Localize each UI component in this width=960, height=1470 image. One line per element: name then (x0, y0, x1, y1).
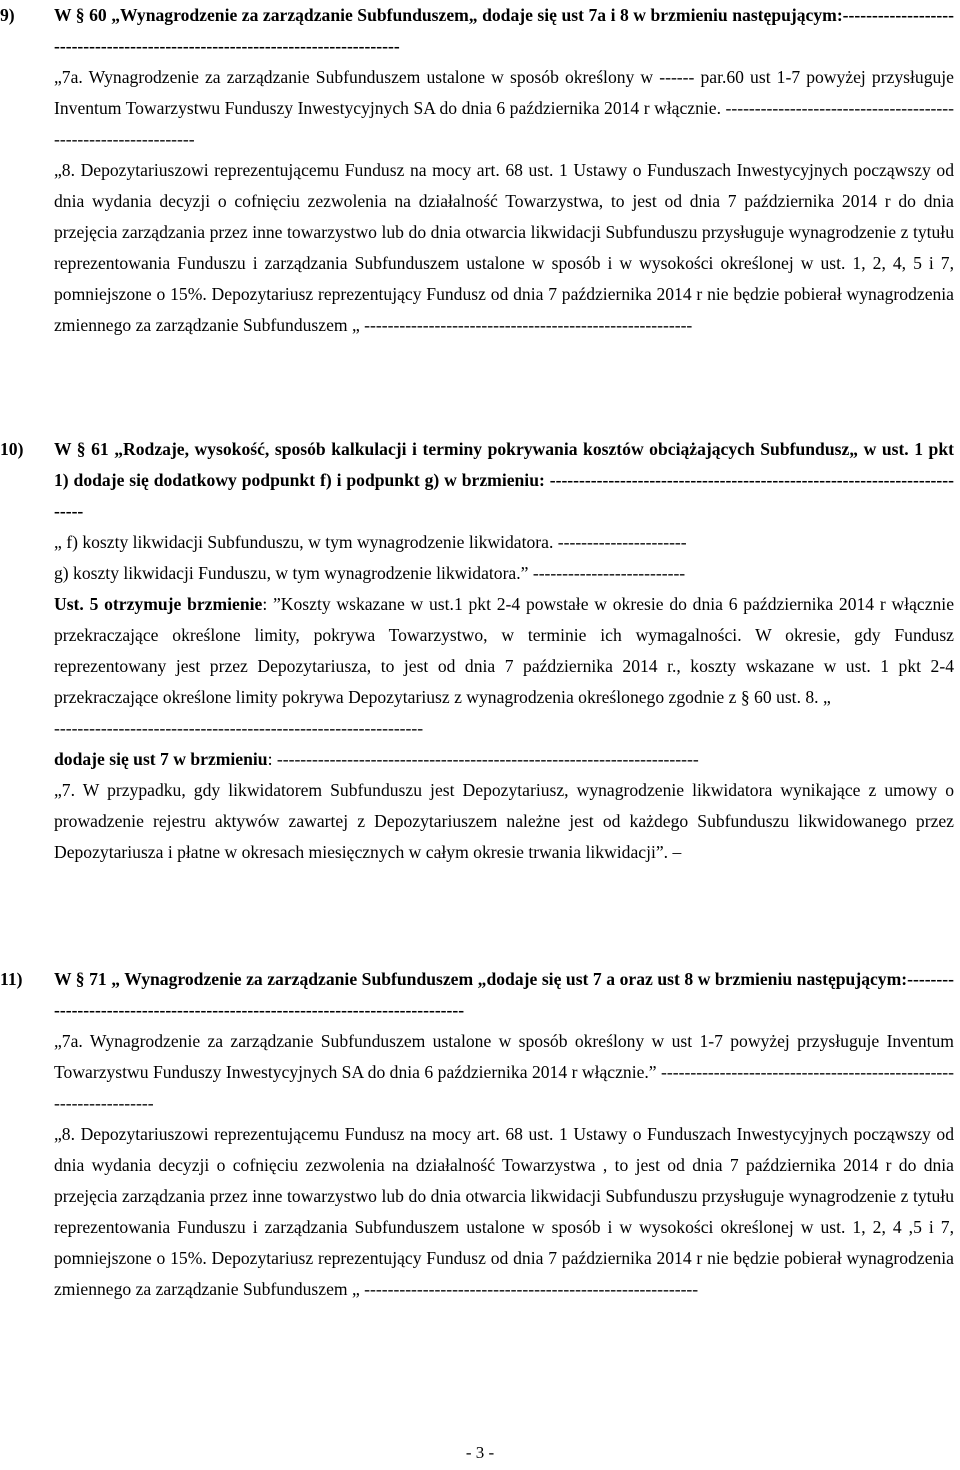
ust-5-text: : ”Koszty wskazane w ust.1 pkt 2-4 powstałe w okresie do dnia 6 października 2014 r włącznie przekraczające określone limity, pokrywa Towarzystwo, w terminie ich wymagalności. W okresie, gdy Fundusz reprezentowany jest przez Depozytariusza, to jest od dnia 7 października 2014 r., koszty wskazane w ust. 1 pkt 2-4 przekraczające określone limity pokrywa Depozytariusz z wynagrodzenia określonego zgodnie z § 60 ust. 8. „ (54, 594, 955, 707)
subpoint-f: „ f) koszty likwidacji Subfunduszu, w tym wynagrodzenie likwidatora. ---------------------- (54, 532, 687, 552)
page-number: - 3 - (465, 1443, 495, 1462)
paragraph-7a: „7a. Wynagrodzenie za zarządzanie Subfunduszem ustalone w sposób określony w ------ par.60 ust 1-7 powyżej przysługuje Inventum Towarzystwu Funduszy Inwestycyjnych SA do dnia 6 października 2014 r włącznie. --------------------------------------------------------------- (54, 67, 954, 149)
section-heading: W § 60 „Wynagrodzenie za zarządzanie Subfunduszem„ dodaje się ust 7a i 8 w brzmieniu następującym:------------------------------------------------------------------------------ (54, 5, 954, 56)
section-number: 9) (0, 5, 15, 25)
ust-5-label: Ust. 5 otrzymuje brzmienie (54, 594, 263, 614)
ust-7-intro (54, 744, 954, 775)
section-number: 10) (0, 439, 24, 459)
section-heading: W § 61 „Rodzaje, wysokość, sposób kalkulacji i terminy pokrywania kosztów obciążających Subfundusz„ w ust. 1 pkt 1) dodaje się dodatkowy podpunkt f) i podpunkt g) w brzmieniu: -------------------------------------------------------------------------- (54, 439, 954, 521)
dash-line: --------------------------------------------------------------- (54, 718, 424, 738)
ust-7-dashes: : ------------------------------------------------------------------------ (267, 749, 699, 769)
ust-5-paragraph (54, 589, 954, 713)
section-number: 11) (0, 969, 23, 989)
paragraph-7a: „7a. Wynagrodzenie za zarządzanie Subfunduszem ustalone w sposób określony w ust 1-7 powyżej przysługuje Inventum Towarzystwu Funduszy Inwestycyjnych SA do dnia 6 października 2014 r włącznie.” ------------------------------------------------------------------- (54, 1031, 954, 1113)
paragraph-7: „7. W przypadku, gdy likwidatorem Subfunduszu jest Depozytariusz, wynagrodzenie likwidatora wynikające z umowy o prowadzenie rejestru aktywów zawartej z Depozytariuszem należne jest od każdego Subfunduszu likwidowanego przez Depozytariusza i płatne w okresach miesięcznych w całym okresie trwania likwidacji”. – (54, 780, 954, 862)
paragraph-8: „8. Depozytariuszowi reprezentującemu Fundusz na mocy art. 68 ust. 1 Ustawy o Funduszach Inwestycyjnych począwszy od dnia wydania decyzji o cofnięciu zezwolenia na działalność Towarzystwa , to jest od dnia 7 października 2014 r do dnia przejęcia zarządzania przez inne towarzystwo lub do dnia otwarcia likwidacji Subfunduszu przysługuje wynagrodzenie z tytułu reprezentowania Funduszu i zarządzania Subfunduszem ustalone w sposób i w wysokości określonej w ust. 1, 2, 4 ,5 i 7, pomniejszone o 15%. Depozytariusz reprezentujący Fundusz od dnia 7 października 2014 r nie będzie pobierał wynagrodzenia zmiennego za zarządzanie Subfunduszem „ --------------------------------------------------------- (54, 1124, 954, 1299)
section-heading: W § 71 „ Wynagrodzenie za zarządzanie Subfunduszem „dodaje się ust 7 a oraz ust 8 w brzmieniu następującym:------------------------------------------------------------------------------ (54, 969, 954, 1020)
subpoint-g: g) koszty likwidacji Funduszu, w tym wynagrodzenie likwidatora.” -------------------------- (54, 563, 686, 583)
ust-7-label: dodaje się ust 7 w brzmieniu (54, 749, 268, 769)
paragraph-8: „8. Depozytariuszowi reprezentującemu Fundusz na mocy art. 68 ust. 1 Ustawy o Funduszach Inwestycyjnych począwszy od dnia wydania decyzji o cofnięciu zezwolenia na działalność Towarzystwa, to jest od dnia 7 października 2014 r do dnia przejęcia zarządzania przez inne towarzystwo lub do dnia otwarcia likwidacji Subfunduszu przysługuje wynagrodzenie z tytułu reprezentowania Funduszu i zarządzania Subfunduszem ustalone w sposób i w wysokości określonej w ust. 1, 2, 4, 5 i 7, pomniejszone o 15%. Depozytariusz reprezentujący Fundusz od dnia 7 października 2014 r nie będzie pobierał wynagrodzenia zmiennego za zarządzanie Subfunduszem „ -------------------------------------------------------- (54, 160, 954, 335)
